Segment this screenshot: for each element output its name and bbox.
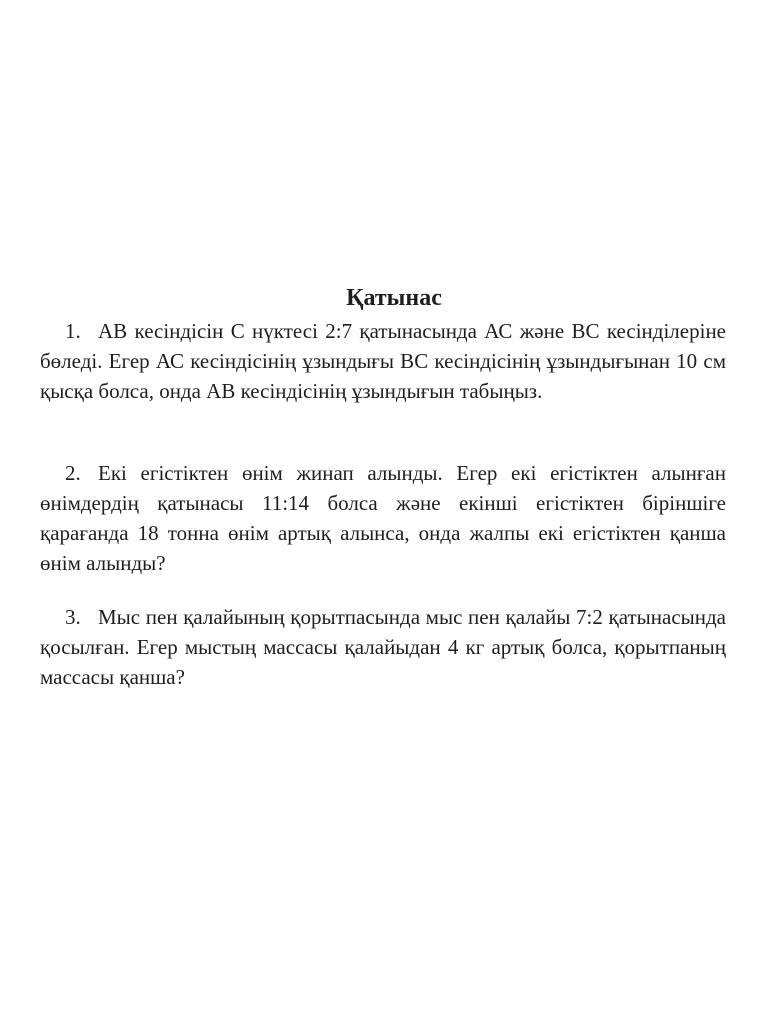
problem-2-text: Екі егістіктен өнім жинап алынды. Егер екі егістіктен алынған өнімдердің қатынасы 11:14 болса және екінші егістіктен біріншіге қарағанда 18 тонна өнім артық алынса, онда жалпы екі егістіктен қанша өнім алынды? (40, 461, 726, 575)
problem-3-text: Мыс пен қалайының қорытпасында мыс пен қалайы 7:2 қатынасында қосылған. Егер мыстың массасы қалайыдан 4 кг артық болса, қорытпаның массасы қанша? (40, 605, 726, 689)
problem-3 (40, 602, 726, 692)
problem-1-number: 1. (65, 319, 81, 343)
problem-2 (40, 458, 726, 578)
problem-1-text: АВ кесіндісін С нүктесі 2:7 қатынасында АС және ВС кесінділеріне бөледі. Егер АС кесіндісінің ұзындығы ВС кесіндісінің ұзындығынан 10 см қысқа болса, онда АВ кесіндісінің ұзындығын табыңыз. (40, 319, 726, 403)
problem-3-number: 3. (65, 605, 81, 629)
page-title: Қатынас (346, 285, 442, 311)
problem-1 (40, 316, 726, 406)
problem-2-number: 2. (65, 461, 81, 485)
